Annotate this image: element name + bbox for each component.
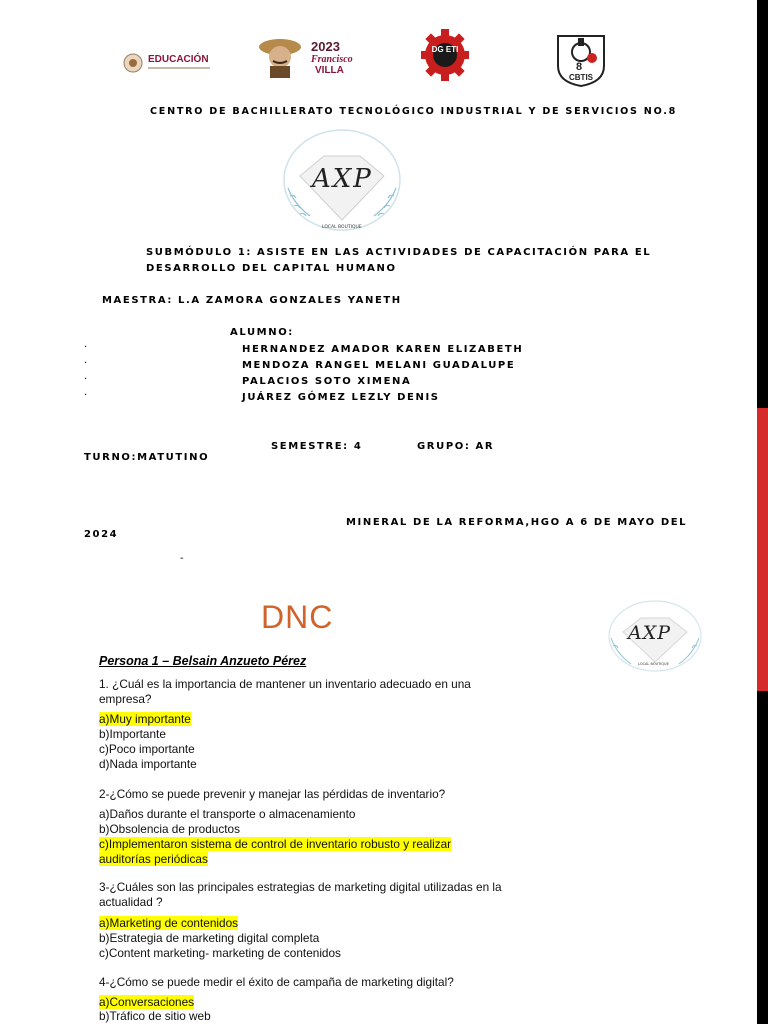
year: 2024 xyxy=(84,529,119,540)
answer-2c-line-2 xyxy=(99,852,208,866)
bullet: · xyxy=(84,358,88,369)
francisco-name: Francisco xyxy=(311,54,353,65)
answer-highlight: auditorías periódicas xyxy=(99,852,208,866)
francisco-villa-logo xyxy=(255,33,355,81)
school-name: CENTRO DE BACHILLERATO TECNOLÓGICO INDUSTRIAL Y DE SERVICIOS NO.8 xyxy=(150,106,678,117)
axp-title: AXP xyxy=(312,164,373,194)
bullet: · xyxy=(84,390,88,401)
axp-subtitle: LOCAL BOUTIQUE xyxy=(322,225,362,230)
answer-1c: c)Poco importante xyxy=(99,742,195,756)
answer-2a: a)Daños durante el transporte o almacenamiento xyxy=(99,807,356,821)
submodule-line-1: SUBMÓDULO 1: ASISTE EN LAS ACTIVIDADES DE CAPACITACIÓN PARA EL xyxy=(146,247,652,258)
answer-2b: b)Obsolencia de productos xyxy=(99,822,240,836)
answer-3a xyxy=(99,916,238,930)
question-3-line-1: 3-¿Cuáles son las principales estrategias de marketing digital utilizadas en la xyxy=(99,880,502,894)
page-edge-red-band xyxy=(757,408,768,691)
answer-2c-line-1 xyxy=(99,837,451,851)
cbtis-logo xyxy=(554,30,608,88)
dgeti-gear-icon xyxy=(419,25,471,83)
persona-heading: Persona 1 – Belsain Anzueto Pérez xyxy=(99,654,307,668)
axp-logo-small xyxy=(605,598,705,674)
bullet: · xyxy=(84,342,88,353)
question-4: 4-¿Cómo se puede medir el éxito de campaña de marketing digital? xyxy=(99,975,454,989)
answer-4a xyxy=(99,995,194,1009)
answer-highlight: c)Implementaron sistema de control de inventario robusto y realizar xyxy=(99,837,452,851)
group: GRUPO: AR xyxy=(417,441,495,452)
question-2: 2-¿Cómo se puede prevenir y manejar las pérdidas de inventario? xyxy=(99,787,446,801)
villa-portrait-icon xyxy=(257,33,303,79)
students-label: ALUMNO: xyxy=(230,327,294,338)
student-name: MENDOZA RANGEL MELANI GUADALUPE xyxy=(242,360,516,371)
francisco-surname: VILLA xyxy=(315,65,344,76)
question-1-line-1: 1. ¿Cuál es la importancia de mantener un inventario adecuado en una xyxy=(99,677,471,691)
answer-3b: b)Estrategia de marketing digital completa xyxy=(99,931,320,945)
bullet: · xyxy=(84,374,88,385)
answer-highlight: a)Marketing de contenidos xyxy=(99,916,239,930)
student-name: HERNANDEZ AMADOR KAREN ELIZABETH xyxy=(242,344,524,355)
question-3-line-2: actualidad ? xyxy=(99,895,163,909)
francisco-year: 2023 xyxy=(311,39,340,54)
educacion-text: EDUCACIÓN xyxy=(148,54,209,65)
page-edge-bar xyxy=(757,0,768,1024)
answer-highlight: a)Conversaciones xyxy=(99,995,195,1009)
student-name: JUÁREZ GÓMEZ LEZLY DENIS xyxy=(242,392,440,403)
dnc-title: DNC xyxy=(261,599,334,635)
answer-4b: b)Tráfico de sitio web xyxy=(99,1009,211,1023)
dgeti-logo xyxy=(419,25,471,83)
educacion-logo xyxy=(122,50,218,76)
submodule-line-2: DESARROLLO DEL CAPITAL HUMANO xyxy=(146,263,397,274)
answer-highlight: a)Muy importante xyxy=(99,712,191,726)
answer-1d: d)Nada importante xyxy=(99,757,197,771)
place-date: MINERAL DE LA REFORMA,HGO A 6 DE MAYO DEL xyxy=(346,517,688,528)
axp-subtitle-small: LOCAL BOUTIQUE xyxy=(638,662,669,666)
answer-1a xyxy=(99,712,191,726)
student-name: PALACIOS SOTO XIMENA xyxy=(242,376,412,387)
axp-title-small: AXP xyxy=(628,622,672,644)
semester: SEMESTRE: 4 xyxy=(271,441,363,452)
cbtis-label: CBTIS xyxy=(569,73,593,82)
answer-3c: c)Content marketing- marketing de contenidos xyxy=(99,946,341,960)
dash: - xyxy=(180,553,186,564)
question-1-line-2: empresa? xyxy=(99,692,152,706)
teacher: MAESTRA: L.A ZAMORA GONZALES YANETH xyxy=(102,295,402,306)
cbtis-number: 8 xyxy=(576,61,583,73)
axp-logo xyxy=(280,128,404,236)
coat-of-arms-icon xyxy=(122,52,144,74)
dgeti-text: DG ETI xyxy=(431,45,459,54)
answer-1b: b)Importante xyxy=(99,727,166,741)
shift: TURNO:MATUTINO xyxy=(84,452,210,463)
